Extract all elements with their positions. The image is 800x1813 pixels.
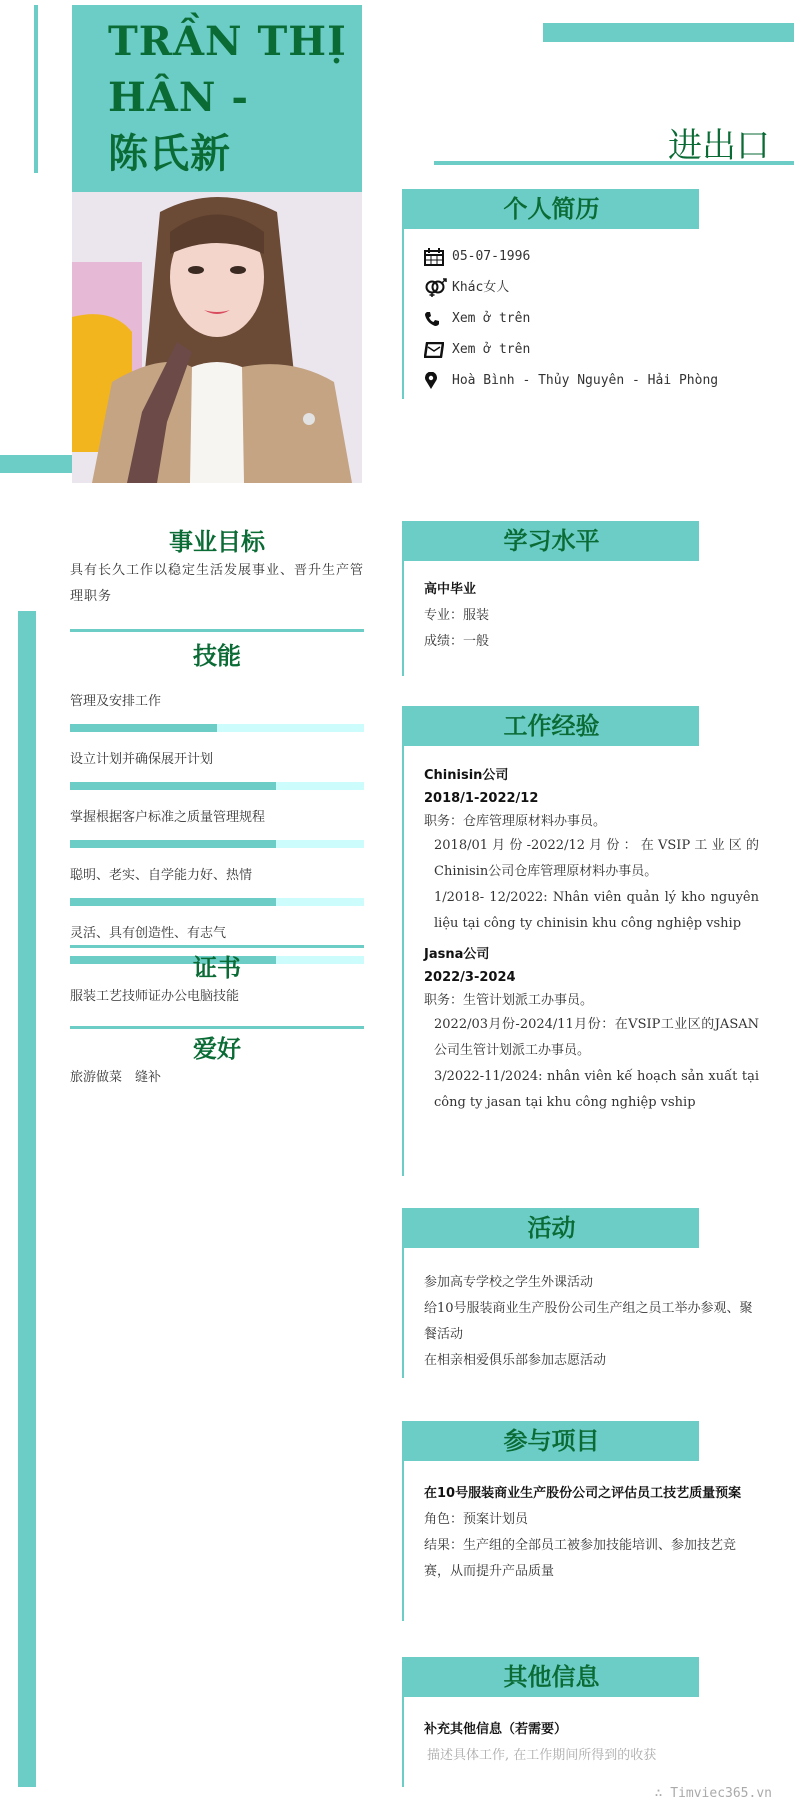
- activity-item: 参加高专学校之学生外课活动: [424, 1275, 594, 1290]
- section-hobbies: [70, 1033, 364, 1091]
- decorative-bar: [18, 611, 36, 1787]
- decorative-bar: [0, 455, 72, 473]
- info-phone: Xem ở trên: [424, 303, 759, 334]
- section-title: 参与项目: [404, 1421, 699, 1461]
- personal-info-list: [424, 241, 759, 396]
- job-description: 3/2022-11/2024: nhân viên kế hoạch sản xuất tại công ty jasan tại khu công nghiệp vship: [434, 1069, 759, 1110]
- skill-bar: [70, 782, 364, 790]
- job-period: 2022/3-2024: [424, 970, 516, 985]
- project-role: 角色：预案计划员: [424, 1512, 529, 1527]
- decorative-bar: [34, 5, 38, 173]
- skill-item: 设立计划并确保展开计划: [70, 748, 364, 790]
- divider: [70, 629, 364, 632]
- section-title: 爱好: [193, 1035, 241, 1063]
- project-name: 在10号服装商业生产股份公司之评估员工技艺质量预案: [424, 1486, 742, 1501]
- section-title: 事业目标: [169, 528, 265, 556]
- job-entry: [424, 764, 759, 937]
- job-entry: [424, 943, 759, 1116]
- job-company: Jasna公司: [424, 947, 490, 962]
- section-title: 工作经验: [404, 706, 699, 746]
- info-gender: Khác女人: [424, 272, 759, 303]
- job-title: 进出口: [668, 126, 770, 166]
- watermark: ∴ Timviec365.vn: [654, 1786, 772, 1801]
- objective-text: 具有长久工作以稳定生活发展事业、晋升生产管理职务: [70, 563, 365, 604]
- skill-bar: [70, 840, 364, 848]
- job-position: 职务：仓库管理原材料办事员。: [424, 814, 607, 829]
- section-experience: [402, 706, 759, 1176]
- section-education: [402, 521, 600, 676]
- info-email: Xem ở trên: [424, 334, 759, 365]
- section-certificates: [70, 952, 364, 1010]
- job-description: 1/2018- 12/2022: Nhân viên quản lý kho nguyên liệu tại công ty chinisin khu công nghiệp vship: [434, 890, 759, 931]
- certificates-text: 服装工艺技师证办公电脑技能: [70, 989, 240, 1004]
- skills-list: [70, 690, 364, 964]
- skill-item: 聪明、老实、自学能力好、热情: [70, 864, 364, 906]
- hobbies-text: 旅游做菜 缝补: [70, 1070, 162, 1085]
- section-projects: [402, 1421, 742, 1621]
- decorative-bar: [543, 23, 794, 42]
- avatar: [72, 192, 362, 483]
- education-grade: 成绩：一般: [424, 634, 490, 649]
- activity-item: 在相亲相爱俱乐部参加志愿活动: [424, 1353, 607, 1368]
- candidate-name: TRẦN THỊ HÂN - 陈氏新: [108, 18, 347, 177]
- other-info-placeholder[interactable]: 描述具体工作, 在工作期间所得到的收获: [427, 1748, 657, 1763]
- section-title: 证书: [193, 954, 241, 982]
- location-icon: [424, 372, 452, 390]
- section-title: 活动: [404, 1208, 699, 1248]
- section-title: 技能: [193, 642, 241, 670]
- other-info-subtitle: 补充其他信息（若需要）: [424, 1722, 568, 1737]
- section-other-info: [402, 1657, 657, 1787]
- section-activities: [402, 1208, 753, 1378]
- skill-item: 管理及安排工作: [70, 690, 364, 732]
- info-birthdate: 05-07-1996: [424, 241, 759, 272]
- info-address: Hoà Bình - Thủy Nguyên - Hải Phòng: [424, 365, 759, 396]
- calendar-icon: [424, 248, 452, 266]
- job-description: 2018/01 月 份 -2022/12 月 份 ： 在 VSIP 工 业 区 的 Chinisin公司仓库管理原材料办事员。: [434, 838, 759, 879]
- job-position: 职务：生管计划派工办事员。: [424, 993, 594, 1008]
- skill-bar-fill: [70, 898, 276, 906]
- section-skills: [70, 640, 364, 980]
- section-title: 其他信息: [404, 1657, 699, 1697]
- job-period: 2018/1-2022/12: [424, 791, 539, 806]
- skill-bar-fill: [70, 840, 276, 848]
- skill-bar: [70, 724, 364, 732]
- section-title: 个人简历: [404, 189, 699, 229]
- project-result: 结果：生产组的全部员工被参加技能培训、参加技艺竞赛，从而提升产品质量: [424, 1538, 737, 1579]
- skill-bar: [70, 898, 364, 906]
- skill-bar-fill: [70, 724, 217, 732]
- divider: [70, 945, 364, 948]
- skill-item: 灵活、具有创造性、有志气: [70, 922, 364, 964]
- divider: [70, 1026, 364, 1029]
- email-icon: [424, 342, 452, 358]
- phone-icon: [424, 311, 452, 327]
- section-objective: [70, 526, 364, 610]
- education-major: 专业：服装: [424, 608, 490, 623]
- skill-bar-fill: [70, 782, 276, 790]
- section-title: 学习水平: [404, 521, 699, 561]
- gender-icon: [424, 278, 452, 298]
- activity-item: 给10号服装商业生产股份公司生产组之员工举办参观、聚餐活动: [424, 1301, 753, 1342]
- education-school: 高中毕业: [424, 582, 477, 597]
- section-personal-info: [402, 189, 719, 399]
- job-description: 2022/03月份-2024/11月份：在VSIP工业区的JASAN公司生管计划派工办事员。: [434, 1017, 759, 1058]
- skill-item: 掌握根据客户标准之质量管理规程: [70, 806, 364, 848]
- job-company: Chinisin公司: [424, 768, 509, 783]
